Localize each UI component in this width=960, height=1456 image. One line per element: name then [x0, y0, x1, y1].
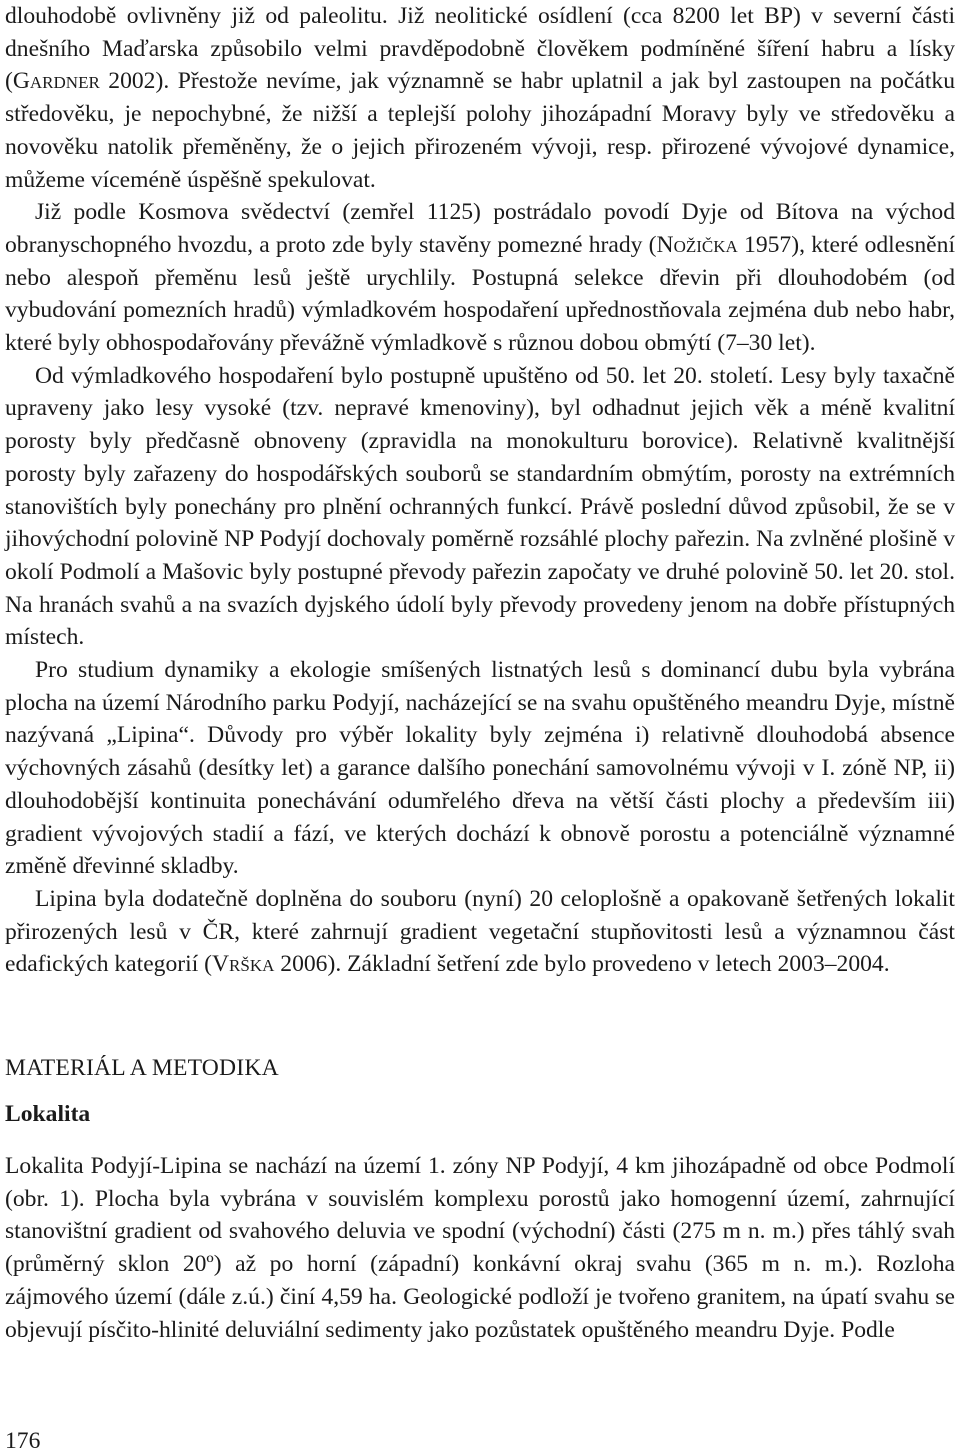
section-heading: MATERIÁL A METODIKA: [5, 1055, 279, 1081]
paragraph-lipina-soubor: Lipina byla dodatečně doplněna do souboru (nyní) 20 celoplošně a opakovaně šetřených lokalit přirozených lesů v ČR, které zahrnují gradient vegetační stupňovitosti lesů a významnou část edafických kategorií (Vrška 2006). Základní šetření zde bylo provedeno v letech 2003–2004.: [5, 885, 955, 978]
paragraph-vymladkove-hospodareni: Od výmladkového hospodaření bylo postupně upuštěno od 50. let 20. století. Lesy byly taxačně upraveny jako lesy vysoké (tzv. nepravé kmenoviny), byl odhadnut jejich věk a méně kvalitní porosty byly předčasně obnoveny (zpravidla na monokulturu borovice). Relativně kvalitnější porosty byly zařazeny do hospodářských souborů se standardním obmýtím, porosty na extrémních stanovištích byly ponechány pro plnění ochranných funkcí. Právě poslední důvod způsobil, že se v jihovýchodní polovině NP Podyjí dochovaly poměrně rozsáhlé plochy pařezin. Na zvlněné plošině v okolí Podmolí a Mašovic byly postupné převody pařezin započaty ve druhé polovině 50. let 20. stol. Na hranách svahů a na svazích dyjského údolí byly převody provedeny jenom na dobře přístupných místech.: [5, 362, 955, 651]
paragraph-paleolit: dlouhodobě ovlivněny již od paleolitu. Již neolitické osídlení (cca 8200 let BP) v severní části dnešního Maďarska způsobilo velmi pravděpodobně člověkem podmíněné šíření habru a lísky (Gardner 2002). Přestože nevíme, jak významně se habr uplatnil a jak byl zastoupen na počátku středověku, je nepochybné, že nižší a teplejší polohy jihozápadní Moravy byly ve středověku a novověku natolik přeměněny, že o jejich přirozeném vývoji, resp. přirozené vývojové dynamice, můžeme víceméně úspěšně spekulovat.: [5, 3, 955, 193]
citation-gardner: Gardner: [12, 68, 100, 95]
citation-vrska: Vrška: [212, 951, 275, 978]
paragraph-kosmas: Již podle Kosmova svědectví (zemřel 1125) postrádalo povodí Dyje od Bítova na východ obranyschopného hvozdu, a proto zde byly stavěny pomezné hrady (Nožička 1957), které odlesnění nebo alespoň přeměnu lesů ještě urychlily. Postupná selekce dřevin při dlouhodobém (od vybudování pomezních hradů) výmladkovém hospodaření upřednostňovala zejména dub nebo habr, které byly obhospodařovány převážně výmladkově s různou dobou obmýtí (7–30 let).: [5, 199, 955, 357]
paragraph-lipina-vyber: Pro studium dynamiky a ekologie smíšených listnatých lesů s dominancí dubu byla vybrána plocha na území Národního parku Podyjí, nacházející se na svahu opuštěného meandru Dyje, místně nazývaná „Lipina“. Důvody pro výběr lokality byly zejména i) relativně dlouhodobá absence výchovných zásahů (desítky let) a garance dalšího ponechání samovolnému vývoji v I. zóně NP, ii) dlouhodobější kontinuita ponechávání odumřelého dřeva na větší části plochy a především iii) gradient vývojových stadií a fází, ve kterých dochází k obnově porostu a potenciálně významné změně dřevinné skladby.: [5, 657, 955, 880]
subsection-heading: Lokalita: [5, 1101, 91, 1127]
lokalita-text: [5, 1150, 955, 1346]
paragraph-lokalita: Lokalita Podyjí-Lipina se nachází na území 1. zóny NP Podyjí, 4 km jihozápadně od obce Podmolí (obr. 1). Plocha byla vybrána v souvislém komplexu porostů jako homogenní území, zahrnující stanovištní gradient od svahového deluvia ve spodní (východní) části (275 m n. m.) přes táhlý svah (průměrný sklon 20º) až po horní (západní) konkávní okraj svahu (365 m n. m.). Rozloha zájmového území (dále z.ú.) činí 4,59 ha. Geologické podloží je tvořeno granitem, na úpatí svahu se objevují písčito-hlinité deluviální sedimenty jako pozůstatek opuštěného meandru Dyje. Podle: [5, 1153, 955, 1343]
page-number: 176: [5, 1428, 41, 1454]
body-text: [5, 0, 955, 981]
citation-nozicka: Nožička: [656, 231, 738, 258]
